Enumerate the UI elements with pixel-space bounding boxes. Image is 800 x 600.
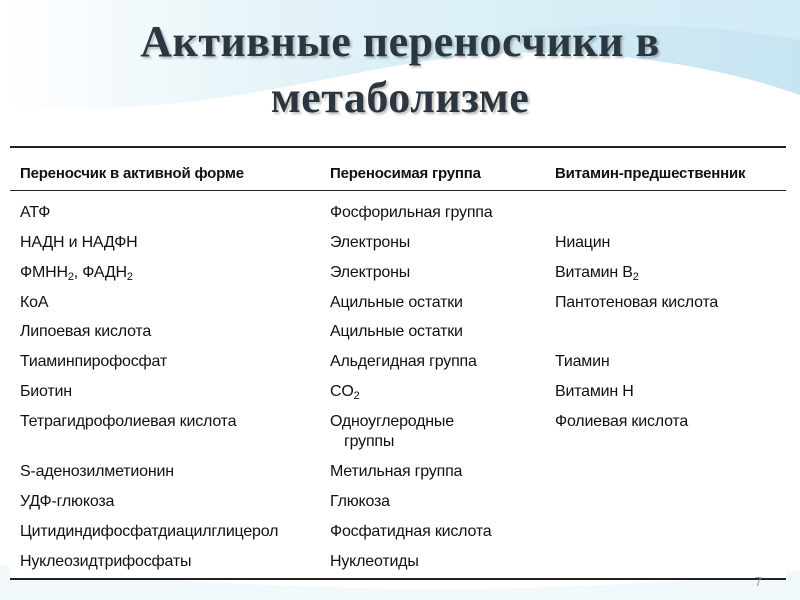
cell-group: Метильная группа [330,463,463,480]
table-top-rule [10,146,786,148]
cell-group [330,382,360,402]
cell-vitamin: Фолиевая кислота [555,413,689,430]
cell-carrier: Тиаминпирофосфат [20,353,167,370]
cell-carrier: АТФ [20,204,51,221]
slide-title [0,14,800,126]
cell-text: , ФАДН [73,264,127,281]
cell-carrier: Тетрагидрофолиевая кислота [20,413,237,430]
cell-carrier: Биотин [20,383,72,400]
cell-group: Глюкоза [330,493,390,510]
subscript: 2 [632,271,639,283]
cell-carrier: Липоевая кислота [20,323,152,340]
slide-title-line-2: метаболизме [270,73,530,122]
cell-vitamin: Витамин H [555,383,634,400]
slide-title-line-1: Активные переносчики в [140,17,660,66]
cell-text: ФМНН [20,264,68,281]
cell-vitamin: Ниацин [555,234,611,251]
cell-group: Нуклеотиды [330,553,419,570]
cell-carrier: НАДН и НАДФН [20,234,138,251]
cell-carrier: Нуклеозидтрифосфаты [20,553,192,570]
header-group: Переносимая группа [330,165,481,182]
subscript: 2 [126,271,133,283]
cell-carrier: КоА [20,294,49,311]
cell-group [330,412,520,452]
cell-group: Фосфатидная кислота [330,523,492,540]
cell-carrier: S-аденозилметионин [20,463,174,480]
header-carrier: Переносчик в активной форме [20,165,244,182]
cell-group: Ацильные остатки [330,294,463,311]
table-header-rule [10,190,786,191]
carriers-table [10,146,786,580]
cell-group: Электроны [330,234,411,251]
header-vitamin: Витамин-предшественник [555,165,746,182]
table-bottom-rule [10,578,786,580]
page-number: 7 [754,574,762,589]
cell-group: Ацильные остатки [330,323,463,340]
cell-group: Альдегидная группа [330,353,477,370]
cell-carrier: Цитидиндифосфатдиацилглицерол [20,523,279,540]
cell-group: Фосфорильная группа [330,204,493,221]
cell-vitamin [555,263,639,283]
cell-text: CO [330,383,354,400]
cell-carrier: УДФ-глюкоза [20,493,115,510]
cell-text: Витамин B [555,264,633,281]
cell-group: Электроны [330,264,411,281]
subscript: 2 [67,271,74,283]
cell-vitamin: Пантотеновая кислота [555,294,719,311]
subscript: 2 [353,390,360,402]
cell-vitamin: Тиамин [555,353,610,370]
cell-carrier [20,263,133,283]
cell-text: Одноуглеродные [330,413,454,430]
cell-text: группы [344,433,395,450]
